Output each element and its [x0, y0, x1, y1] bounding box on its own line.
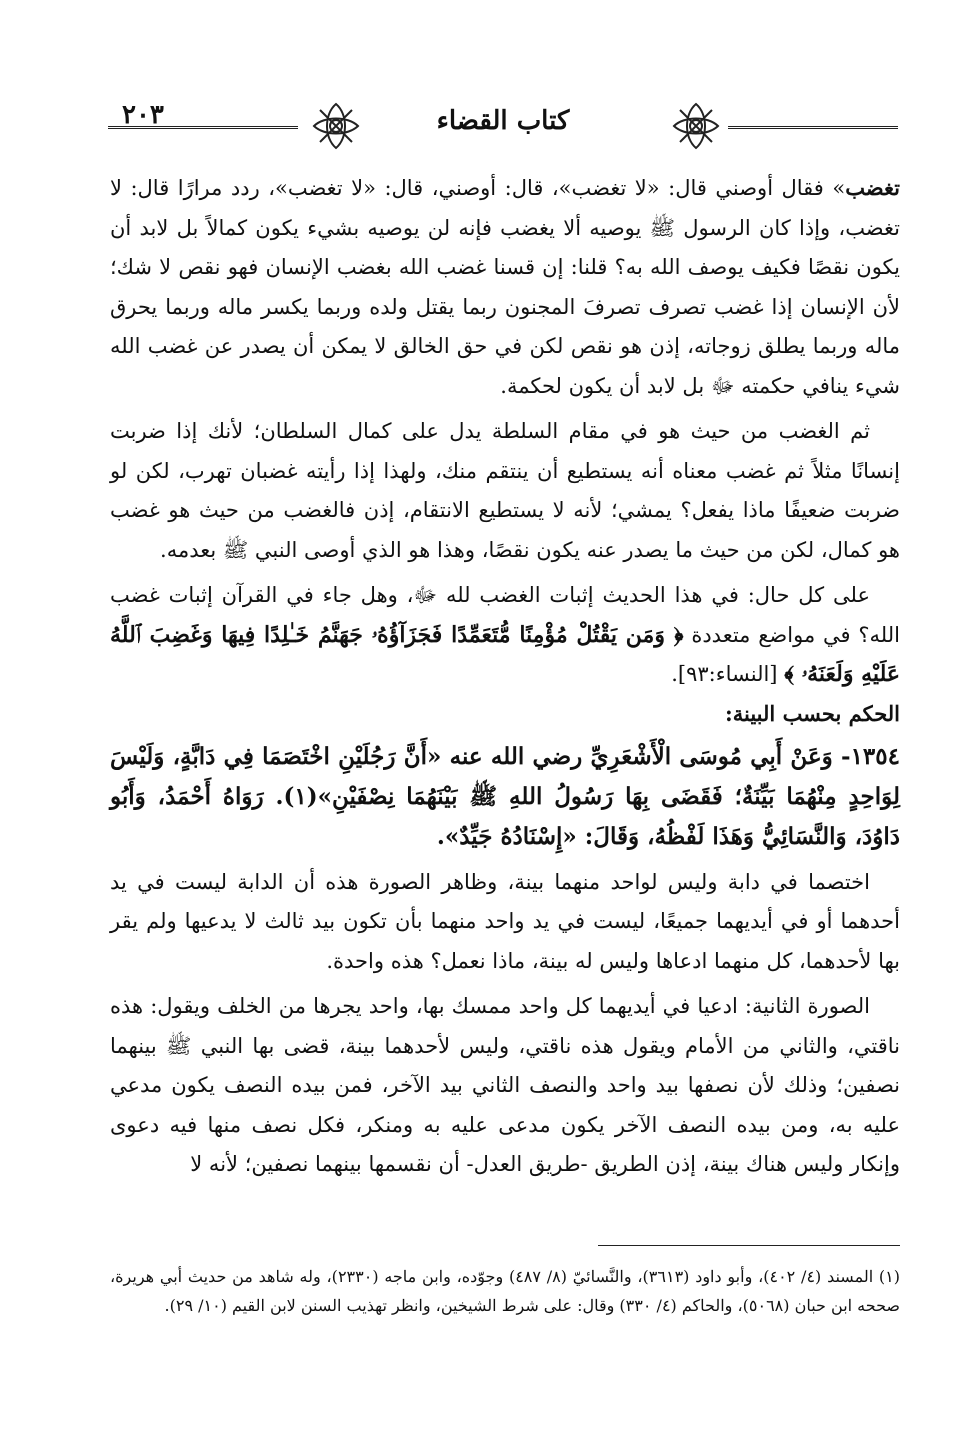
paragraph-3 [110, 576, 900, 695]
paragraph-4: اختصما في دابة وليس لواحد منهما بينة، وظاهر الصورة هذه أن الدابة ليست في يد أحدهما أو في أيديهما جميعًا، ليست في يد واحد منهما بأن تكون بيد ثالث لا يدعيها ولم يقر بها لأحدهما، كل منهما ادعاها وليس له بينة، ماذا نعمل؟ هذه واحدة. [110, 869, 900, 973]
section-heading: الحكم بحسب البينة: [725, 700, 900, 726]
paragraph-1 [110, 168, 900, 406]
paragraph-1-text: » فقال أوصني قال: «لا تغضب»، قال: أوصني، قال: «لا تغضب»، ردد مرارًا قال: لا تغضب، وإذا كان الرسول ﷺ يوصيه ألا يغضب فإنه لن يوصيه بشيء يكون كمالاً بل لابد أن يكون نقصًا فكيف يوصف الله به؟ قلنا: إن قسنا غضب الله بغضب الإنسان فهو نقص لا شك؛ لأن الإنسان إذا غضب تصرف تصرفَ المجنون ربما يقتل ولده وربما يكسر ماله وربما يحرق ماله وربما يطلق زوجاته، إذن هو نقص لكن في حق الخالق لا يمكن أن يصدر عن غضب الله شيء ينافي حكمته ﷻ بل لابد أن يكون لحكمة. [110, 176, 901, 398]
hadith-block [110, 737, 900, 857]
page-body [110, 168, 900, 1185]
paragraph-2: ثم الغضب من حيث هو في مقام السلطة يدل على كمال السلطان؛ لأنك إذا ضربت إنسانًا مثلاً ثم غضب معناه أنه يستطيع أن ينتقم منك، ولهذا إذا رأيته غضبان تهرب، لكن لو ضربت ضعيفًا ماذا يفعل؟ يمشي؛ لأنه لا يستطيع الانتقام، إذن فالغضب من حيث هو غضب هو كمال، لكن من حيث ما يصدر عنه يكون نقصًا، وهذا هو الذي أوصى النبي ﷺ بعدمه. [110, 419, 900, 562]
floral-ornament-icon [308, 98, 364, 154]
hadith-text: - وَعَنْ أَبِي مُوسَى الْأَشْعَرِيِّ رضي الله عنه «أَنَّ رَجُلَيْنِ اخْتَصَمَا فِي دَابَّةٍ، وَلَيْسَ لِوَاحِدٍ مِنْهُمَا بَيِّنَةٌ؛ فَقَضَى بِهَا رَسُولُ اللهِ ﷺ بَيْنَهُمَا نِصْفَيْنِ»(١). رَوَاهُ أَحْمَدُ، وَأَبُو دَاوُدَ، وَالنَّسَائِيُّ وَهَذَا لَفْظُهُ، وَقَالَ: «إِسْنَادُهُ جَيِّدٌ». [110, 742, 900, 850]
header-rule-right [728, 126, 898, 129]
quran-verse: ﴿ وَمَن يَقْتُلْ مُؤْمِنًا مُّتَعَمِّدًا فَجَزَآؤُهُۥ جَهَنَّمُ خَـٰلِدًا فِيهَا وَغَضِبَ ٱللَّهُ عَلَيْهِ وَلَعَنَهُۥ ﴾ [110, 621, 900, 687]
page-number: ٢٠٣ [122, 100, 164, 130]
paragraph-1-lead: تغضب [845, 175, 900, 200]
footnote-1: (١) المسند (٤/ ٤٠٢)، وأبو داود (٣٦١٣)، والنَّسائيّ (٨/ ٤٨٧) وجوّده، وابن ماجه (٢٣٣٠)، وله شاهد من حديث أبي هريرة، صححه ابن حبان (٥٠٦٨)، والحاكم (٤/ ٣٣٠) وقال: على شرط الشيخين، وانظر تهذيب السنن لابن القيم (١٠/ ٢٩). [110, 1267, 901, 1315]
page-header [108, 92, 898, 162]
paragraph-5: الصورة الثانية: ادعيا في أيديهما كل واحد ممسك بها، واحد يجرها من الخلف ويقول: هذه ناقتي، والثاني من الأمام ويقول هذه ناقتي، وليس لأحدهما بينة، قضى بها النبي ﷺ بينهما نصفين؛ وذلك لأن نصفها بيد واحد والنصف الثاني بيد الآخر، فمن بيده النصف يكون مدعي عليه به، ومن بيده النصف الآخر يكون مدعى عليه به ومنكر، فكل نصف منها فيه دعوى وإنكار وليس هناك بينة، إذن الطريق -طريق العدل- أن نقسمها بينهما نصفين؛ لأنه لا [110, 994, 900, 1176]
footnote-divider [598, 1245, 900, 1246]
floral-ornament-icon [668, 98, 724, 154]
quran-reference: [النساء:٩٣]. [671, 662, 778, 686]
footnotes [110, 1262, 900, 1320]
paragraph-3-text: على كل حال: في هذا الحديث إثبات الغضب لله ﷻ، وهل جاء في القرآن إثبات غضب الله؟ في مواضع متعددة [110, 583, 900, 647]
header-title: كتاب القضاء [436, 106, 570, 136]
hadith-number: ١٣٥٤ [850, 742, 900, 770]
